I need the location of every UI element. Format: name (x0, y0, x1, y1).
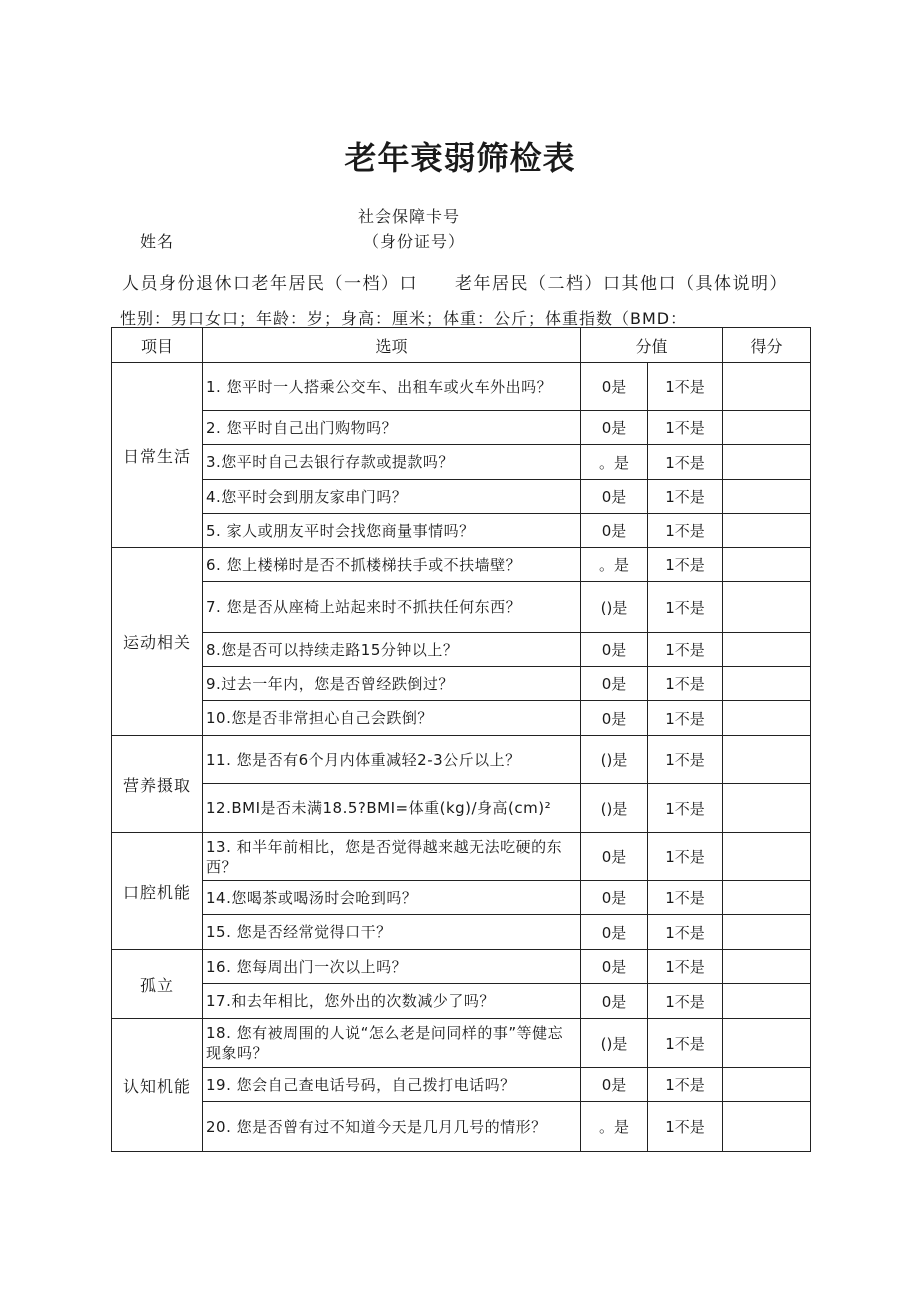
page-title: 老年衰弱筛检表 (344, 139, 576, 177)
yes-option[interactable]: 0是 (581, 950, 648, 984)
no-option[interactable]: 1不是 (648, 833, 723, 881)
score-cell[interactable] (723, 915, 811, 950)
score-cell[interactable] (723, 363, 811, 411)
no-option[interactable]: 1不是 (648, 701, 723, 736)
table-body (112, 363, 811, 1152)
yes-option[interactable]: ()是 (581, 582, 648, 633)
table-row (112, 514, 811, 548)
question-cell: 12.BMI是否未满18.5?BMI=体重(kg)/身高(cm)² (203, 784, 581, 833)
no-option[interactable]: 1不是 (648, 445, 723, 480)
no-option[interactable]: 1不是 (648, 1102, 723, 1152)
yes-option[interactable]: 0是 (581, 480, 648, 514)
table-row (112, 984, 811, 1019)
question-cell: 7. 您是否从座椅上站起来时不抓扶任何东西？ (203, 582, 581, 633)
yes-option[interactable]: 0是 (581, 667, 648, 701)
question-cell: 3.您平时自己去银行存款或提款吗？ (203, 445, 581, 480)
no-option[interactable]: 1不是 (648, 784, 723, 833)
question-cell: 19. 您会自己查电话号码，自己拨打电话吗？ (203, 1068, 581, 1102)
yes-option[interactable]: 0是 (581, 915, 648, 950)
yes-option[interactable]: 。是 (581, 548, 648, 582)
table-row (112, 1019, 811, 1068)
question-cell: 17.和去年相比，您外出的次数减少了吗？ (203, 984, 581, 1019)
yes-option[interactable]: 0是 (581, 514, 648, 548)
question-cell: 15. 您是否经常觉得口干？ (203, 915, 581, 950)
question-cell: 4.您平时会到朋友家串门吗？ (203, 480, 581, 514)
table-row (112, 1102, 811, 1152)
score-cell[interactable] (723, 984, 811, 1019)
question-cell: 20. 您是否曾有过不知道今天是几月几号的情形？ (203, 1102, 581, 1152)
table-row (112, 701, 811, 736)
table-row (112, 736, 811, 784)
table-row (112, 582, 811, 633)
score-cell[interactable] (723, 445, 811, 480)
category-cell: 认知机能 (112, 1019, 203, 1152)
yes-option[interactable]: 0是 (581, 881, 648, 915)
yes-option[interactable]: 。是 (581, 1102, 648, 1152)
yes-option[interactable]: ()是 (581, 1019, 648, 1068)
no-option[interactable]: 1不是 (648, 915, 723, 950)
header-value: 分值 (581, 328, 723, 363)
question-cell: 11. 您是否有6个月内体重减轻2-3公斤以上？ (203, 736, 581, 784)
score-cell[interactable] (723, 667, 811, 701)
table-row (112, 784, 811, 833)
header-option: 选项 (203, 328, 581, 363)
no-option[interactable]: 1不是 (648, 1019, 723, 1068)
social-security-card-label: 社会保障卡号 (358, 207, 461, 226)
table-row (112, 633, 811, 667)
score-cell[interactable] (723, 833, 811, 881)
score-cell[interactable] (723, 480, 811, 514)
category-cell: 营养摄取 (112, 736, 203, 833)
yes-option[interactable]: 0是 (581, 833, 648, 881)
table-row (112, 915, 811, 950)
name-label: 姓名 (140, 232, 175, 251)
score-cell[interactable] (723, 701, 811, 736)
table-row (112, 445, 811, 480)
question-cell: 8.您是否可以持续走路15分钟以上？ (203, 633, 581, 667)
yes-option[interactable]: ()是 (581, 736, 648, 784)
no-option[interactable]: 1不是 (648, 736, 723, 784)
no-option[interactable]: 1不是 (648, 633, 723, 667)
score-cell[interactable] (723, 548, 811, 582)
score-cell[interactable] (723, 411, 811, 445)
table-row (112, 833, 811, 881)
category-cell: 日常生活 (112, 363, 203, 548)
score-cell[interactable] (723, 736, 811, 784)
table-row (112, 950, 811, 984)
yes-option[interactable]: 0是 (581, 701, 648, 736)
no-option[interactable]: 1不是 (648, 1068, 723, 1102)
yes-option[interactable]: 0是 (581, 984, 648, 1019)
question-cell: 9.过去一年内，您是否曾经跌倒过？ (203, 667, 581, 701)
table-row (112, 548, 811, 582)
question-cell: 16. 您每周出门一次以上吗？ (203, 950, 581, 984)
score-cell[interactable] (723, 1068, 811, 1102)
question-cell: 13. 和半年前相比，您是否觉得越来越无法吃硬的东西？ (203, 833, 581, 881)
table-row (112, 667, 811, 701)
screening-table (111, 327, 811, 1152)
no-option[interactable]: 1不是 (648, 548, 723, 582)
question-cell: 18. 您有被周围的人说“怎么老是问同样的事”等健忘现象吗？ (203, 1019, 581, 1068)
question-cell: 1. 您平时一人搭乘公交车、出租车或火车外出吗？ (203, 363, 581, 411)
category-cell: 运动相关 (112, 548, 203, 736)
yes-option[interactable]: 0是 (581, 363, 648, 411)
question-cell: 6. 您上楼梯时是否不抓楼梯扶手或不扶墙壁？ (203, 548, 581, 582)
header-item: 项目 (112, 328, 203, 363)
no-option[interactable]: 1不是 (648, 363, 723, 411)
id-number-label: （身份证号） (363, 232, 466, 251)
table-row (112, 411, 811, 445)
score-cell[interactable] (723, 582, 811, 633)
no-option[interactable]: 1不是 (648, 667, 723, 701)
category-cell: 口腔机能 (112, 833, 203, 950)
personal-info-line: 性别：男口女口；年龄：岁；身高：厘米；体重：公斤；体重指数（BMD： (120, 309, 688, 328)
question-cell: 5. 家人或朋友平时会找您商量事情吗？ (203, 514, 581, 548)
score-cell[interactable] (723, 1102, 811, 1152)
identity-status-line: 人员身份退休口老年居民（一档）口 老年居民（二档）口其他口（具体说明） (122, 274, 788, 294)
score-cell[interactable] (723, 784, 811, 833)
category-cell: 孤立 (112, 950, 203, 1019)
no-option[interactable]: 1不是 (648, 950, 723, 984)
header-score: 得分 (723, 328, 811, 363)
question-cell: 14.您喝茶或喝汤时会呛到吗？ (203, 881, 581, 915)
table-row (112, 363, 811, 411)
table-header-row (112, 328, 811, 363)
score-cell[interactable] (723, 514, 811, 548)
question-cell: 10.您是否非常担心自己会跌倒？ (203, 701, 581, 736)
score-cell[interactable] (723, 633, 811, 667)
score-cell[interactable] (723, 1019, 811, 1068)
no-option[interactable]: 1不是 (648, 480, 723, 514)
no-option[interactable]: 1不是 (648, 411, 723, 445)
table-row (112, 881, 811, 915)
question-cell: 2. 您平时自己出门购物吗？ (203, 411, 581, 445)
score-cell[interactable] (723, 881, 811, 915)
no-option[interactable]: 1不是 (648, 582, 723, 633)
table-row (112, 1068, 811, 1102)
yes-option[interactable]: 0是 (581, 633, 648, 667)
yes-option[interactable]: 0是 (581, 411, 648, 445)
score-cell[interactable] (723, 950, 811, 984)
no-option[interactable]: 1不是 (648, 881, 723, 915)
yes-option[interactable]: 。是 (581, 445, 648, 480)
no-option[interactable]: 1不是 (648, 984, 723, 1019)
yes-option[interactable]: 0是 (581, 1068, 648, 1102)
yes-option[interactable]: ()是 (581, 784, 648, 833)
no-option[interactable]: 1不是 (648, 514, 723, 548)
table-row (112, 480, 811, 514)
